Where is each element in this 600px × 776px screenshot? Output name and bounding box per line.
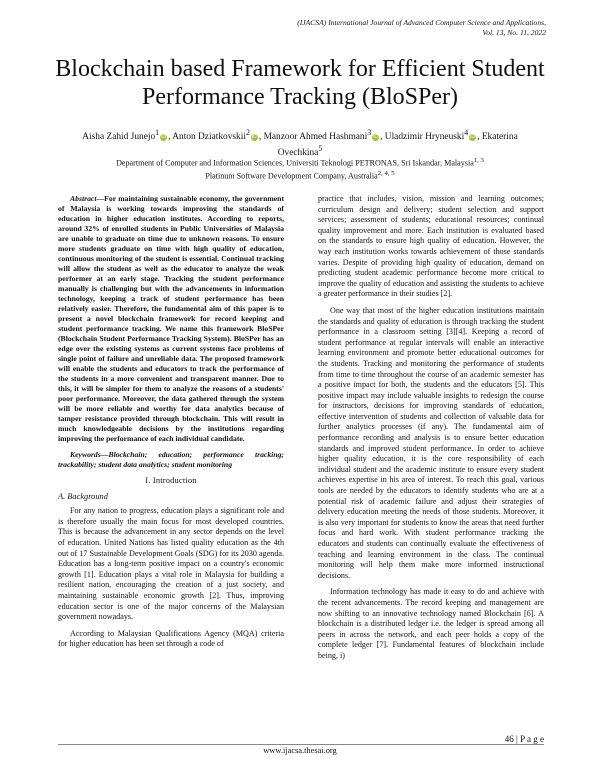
paragraph: One way that most of the higher education institutions maintain the standards and quality of education is through tracking the student performance in a classroom setting [3][4]. Keeping a record of student performance at regular intervals will enable an interactive learning environment and promote better educational outcomes for the students. Tracking and monitoring the performance of students from time to time throughout the course of an academic semester has a positive impact for both, the students and the educators [5]. This positive impact may include valuable insights to redesign the course for instructors, decisions for improving standards of education, effective intervention of students and collection of valuable data for further analytics processes (if any). The fundamental aim of performance recording and analysis is to ensure better education standards and improved student performance. In order to achieve higher quality education, it is the core responsibility of each individual student and the academic institute to ensure every student achieves expertise in his area of interest. To reach this goal, various tools are needed by the educators to identify students who are at a potential risk of academic failure and adjust their strategies of delivery education meeting the needs of those students. Moreover, it is also very important for students to know the areas that need further focus and hard work. With student performance tracking the educators and students can continually evaluate the effectiveness of teaching and learning environment in the class. The continual monitoring will help them make more informed instructional decisions. [318,305,544,580]
abstract-text: —For maintaining sustainable economy, the government of Malaysia is working towards improving the standards of education in higher education institutes. According to reports, around 32% of enrolled students in Public Universities of Malaysia are unable to graduate on time due to unknown reasons. To ensure more students graduate on time with high quality of education, continuous monitoring of the student is essential. Continual tracking will allow the student as well as the educator to analyze the weak performer at an early stage. Tracking the student performance manually is challenging but with the advancements in information technology, keeping a track of student performance has been relatively easier. Therefore, the fundamental aim of this paper is to present a novel blockchain framework for record keeping and student performance tracking. We name this framework BloSPer (Blockchain Student Performance Tracking System). BloSPer has an edge over the existing systems as current systems face problems of single point of failure and unreliable data. The proposed framework will enable the students and educators to track the performance of the students in a more convenient and transparent manner. Due to this, it will be simpler for them to analyze the reasons of a students' poor performance. Moreover, the data gathered through the system will be more reliable and worthy for data analytics because of tamper resistance provided through blockchain. This will result in much knowledgeable decisions by the institutions regarding improving the performance of each individual candidate. [58,194,284,443]
page-number: 46 | P a g e [504,734,544,744]
abstract [58,194,284,444]
affiliation-2 [60,169,540,182]
author-2-sup: 2 [245,128,250,137]
journal-name: (IJACSA) International Journal of Advanced Computer Science and Applications, [297,18,546,27]
right-column [318,194,544,668]
paper-title: Blockchain based Framework for Efficient Student Performance Tracking (BloSPer) [55,56,545,110]
author-5-sup: 5 [318,144,323,154]
affiliation-1-sup: 1, 3 [473,157,484,164]
footer-url[interactable]: www.ijacsa.thesai.org [263,746,337,755]
subsection-heading: A. Background [58,491,108,501]
author-list [60,127,540,159]
author-4: , Uladzimir Hryneuski [380,132,465,143]
keywords: Keywords—Blockchain; education; performance tracking; trackability; student data analytics; student monitoring [58,450,284,469]
affiliation-1 [60,156,540,169]
author-1: Aisha Zahid Junejo [82,132,156,143]
paragraph: Information technology has made it easy to do and achieve with the recent advancements. The record keeping and management are now shifting to an innovative technology named Blockchain [6]. A blockchain is a distributed ledger i.e. the ledger is spread among all peers in across the network, and each peer holds a copy of the complete ledger [7]. Fundamental features of blockchain include being, i) [318,587,544,660]
affiliation-2-text: Platinum Software Development Company, Australia [205,171,378,181]
author-2: , Anton Dziatkovskii [168,132,246,143]
orcid-icon[interactable]: iD [373,134,378,141]
affiliations [60,156,540,182]
affiliation-2-sup: 2, 4, 5 [377,170,395,178]
orcid-icon[interactable]: iD [252,134,257,141]
author-4-sup: 4 [464,128,469,137]
author-5: , Ekaterina Ovechkina [277,132,518,159]
paragraph: For any nation to progress, education plays a significant role and is therefore usually the main focus for most developed countries. This is because the advancement in any sector depends on the level of education. United Nations has listed quality education as the 4th out of 17 Sustainable Development Goals (SDG) for its 2030 agenda. Education has a long-term positive impact on a country's economic growth [1]. Education plays a vital role in Malaysia for building a resilient nation, encouraging the creation of a just society, and maintaining sustainable economic growth [2]. Thus, improving education sector is one of the major concerns of the Malaysian government nowadays. [58,506,284,622]
author-3: , Manzoor Ahmed Hashmani [258,132,368,143]
section-heading: I. Introduction [145,476,197,485]
abstract-label: Abstract [70,194,97,203]
footer-divider [58,744,544,745]
orcid-icon[interactable]: iD [161,134,166,141]
journal-volume: Vol. 13, No. 11, 2022 [482,28,546,37]
left-column [58,194,284,656]
affiliation-1-text: Department of Computer and Information Sciences, Universiti Teknologi PETRONAS, Sri Iskandar, Malaysia [116,158,474,168]
paragraph: practice that includes, vision, mission and learning outcomes; curriculum design and delivery; student selection and support services; assessment of students; educational resources; continual quality improvement and more. Each institution is evaluated based on the standards to ensure high quality of education. However, the way each institution works towards achievement of those standards varies. Despite of providing high quality of education, demand on predicting student academic performance become more critical to improve the quality of education and assisting the students to achieve a greater performance in their studies [2]. [318,194,544,299]
author-3-sup: 3 [367,128,372,137]
paragraph: According to Malaysian Qualifications Agency (MQA) criteria for higher education has been set through a code of [58,628,284,649]
journal-header [297,18,546,38]
author-1-sup: 1 [155,128,160,137]
orcid-icon[interactable]: iD [470,134,475,141]
